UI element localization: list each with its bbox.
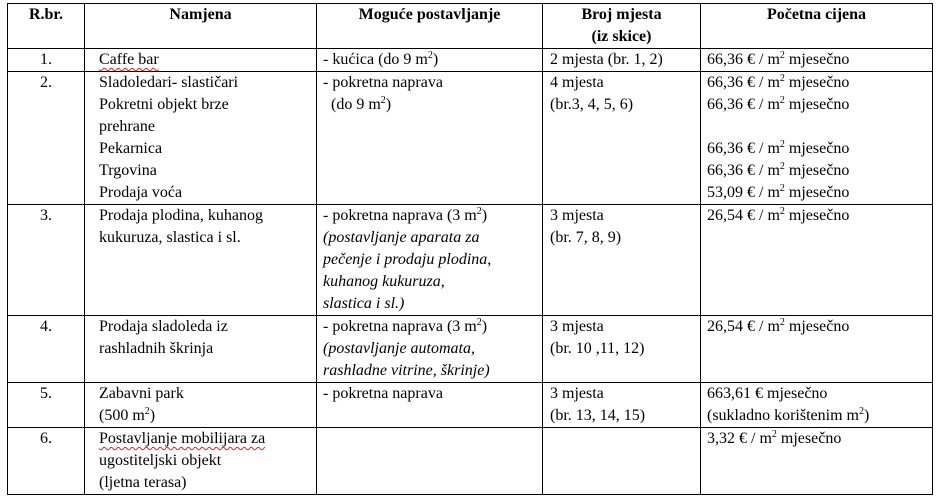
cijena-cell [701,383,933,428]
namjena-line: rashladnih škrinja [99,340,214,357]
cijena-line: (sukladno korištenim $m^2$) [707,406,870,424]
cijena-line: 26,54 € / $m^2$ mjesečno [707,317,850,335]
broj-line: 2 mjesta (br. 1, 2) [550,51,663,68]
broj-line: 3 mjesta [550,385,604,402]
moguce-italic-line: (postavljanje aparata za [323,229,480,246]
moguce-cell [317,205,543,316]
broj-line: (br. 13, 14, 15) [550,407,646,424]
namjena-line: prehrane [99,118,155,135]
broj-cell [543,205,701,316]
cijena-cell [701,205,933,316]
broj-cell [543,316,701,383]
namjena-line: Pekarnica [99,140,163,157]
moguce-cell [317,49,543,72]
namjena-line: (500 $m^2$) [99,406,156,424]
namjena-line: kukuruza, slastica i sl. [99,229,241,246]
namjena-line: Caffe bar [99,51,159,68]
moguce-line: - pokretna naprava (3 $m^2$) [323,206,488,224]
header-broj [543,4,701,49]
broj-line: 3 mjesta [550,207,604,224]
broj-cell [543,428,701,495]
table-row [8,49,933,72]
header-cijena: Početna cijena [701,4,933,49]
namjena-cell [85,383,317,428]
namjena-line: (ljetna terasa) [99,474,187,491]
row-number: 1. [8,49,85,72]
cijena-cell [701,72,933,205]
namjena-text: Postavljanje mobilijara za [99,430,266,447]
table-row [8,205,933,316]
namjena-line [99,428,316,450]
table-row [8,72,933,205]
row-number: 3. [8,205,85,316]
header-rbr: R.br. [8,4,85,49]
broj-cell [543,72,701,205]
namjena-line: Trgovina [99,162,157,179]
namjena-line: Prodaja plodina, kuhanog [99,207,263,224]
broj-line: (br. 7, 8, 9) [550,229,622,246]
cijena-cell [701,428,933,495]
row-number: 4. [8,316,85,383]
cijena-line: 663,61 € mjesečno [707,385,828,402]
header-broj-line2: (iz skice) [591,28,652,45]
broj-cell [543,49,701,72]
namjena-cell [85,72,317,205]
broj-line: (br. 10 ,11, 12) [550,340,645,357]
namjena-line: Sladoledari- slastičari [99,74,239,91]
moguce-cell [317,383,543,428]
cijena-line: 66,36 € / $m^2$ mjesečno [707,73,850,91]
moguce-line: - pokretna naprava [323,74,443,91]
table-row [8,383,933,428]
cijena-spacer [707,116,932,138]
cijena-cell [701,316,933,383]
header-moguce: Moguće postavljanje [317,4,543,49]
namjena-cell [85,205,317,316]
cijena-line: 66,36 € / $m^2$ mjesečno [707,50,850,68]
row-number: 5. [8,383,85,428]
cijena-line: 66,36 € / $m^2$ mjesečno [707,139,850,157]
broj-line: (br.3, 4, 5, 6) [550,96,634,113]
moguce-line: - kućica (do 9 $m^2$) [323,50,439,68]
namjena-cell [85,49,317,72]
namjena-cell [85,428,317,495]
cijena-line: 66,36 € / $m^2$ mjesečno [707,161,850,179]
table-row [8,316,933,383]
header-broj-line1: Broj mjesta [581,6,662,23]
moguce-cell [317,428,543,495]
namjena-line: Prodaja voća [99,184,183,201]
namjena-line: Prodaja sladoleda iz [99,318,228,335]
namjena-cell [85,316,317,383]
broj-line: 3 mjesta [550,318,604,335]
moguce-cell [317,316,543,383]
header-namjena: Namjena [85,4,317,49]
table-row [8,428,933,495]
cijena-cell [701,49,933,72]
moguce-cell [317,72,543,205]
broj-cell [543,383,701,428]
moguce-italic-line: pečenje i prodaju plodina, [323,251,492,268]
namjena-line: Zabavni park [99,385,184,402]
moguce-line: (do 9 $m^2$) [323,95,392,113]
namjena-line: ugostiteljski objekt [99,452,222,469]
cijena-line: 66,36 € / $m^2$ mjesečno [707,95,850,113]
moguce-line: - pokretna naprava (3 $m^2$) [323,317,488,335]
row-number: 6. [8,428,85,495]
cijena-line: 53,09 € / $m^2$ mjesečno [707,183,850,201]
cijena-line: 3,32 € / $m^2$ mjesečno [707,429,842,447]
broj-line: 4 mjesta [550,74,604,91]
price-table [7,3,933,495]
header-row [8,4,933,49]
cijena-line: 26,54 € / $m^2$ mjesečno [707,206,850,224]
moguce-italic-line: (postavljanje automata, [323,340,475,357]
row-number: 2. [8,72,85,205]
moguce-italic-line: slastica i sl.) [323,295,405,312]
namjena-line: Pokretni objekt brze [99,96,229,113]
moguce-italic-line: rashladne vitrine, škrinje) [323,362,490,379]
moguce-line: - pokretna naprava [323,385,443,402]
moguce-italic-line: kuhanog kukuruza, [323,273,445,290]
